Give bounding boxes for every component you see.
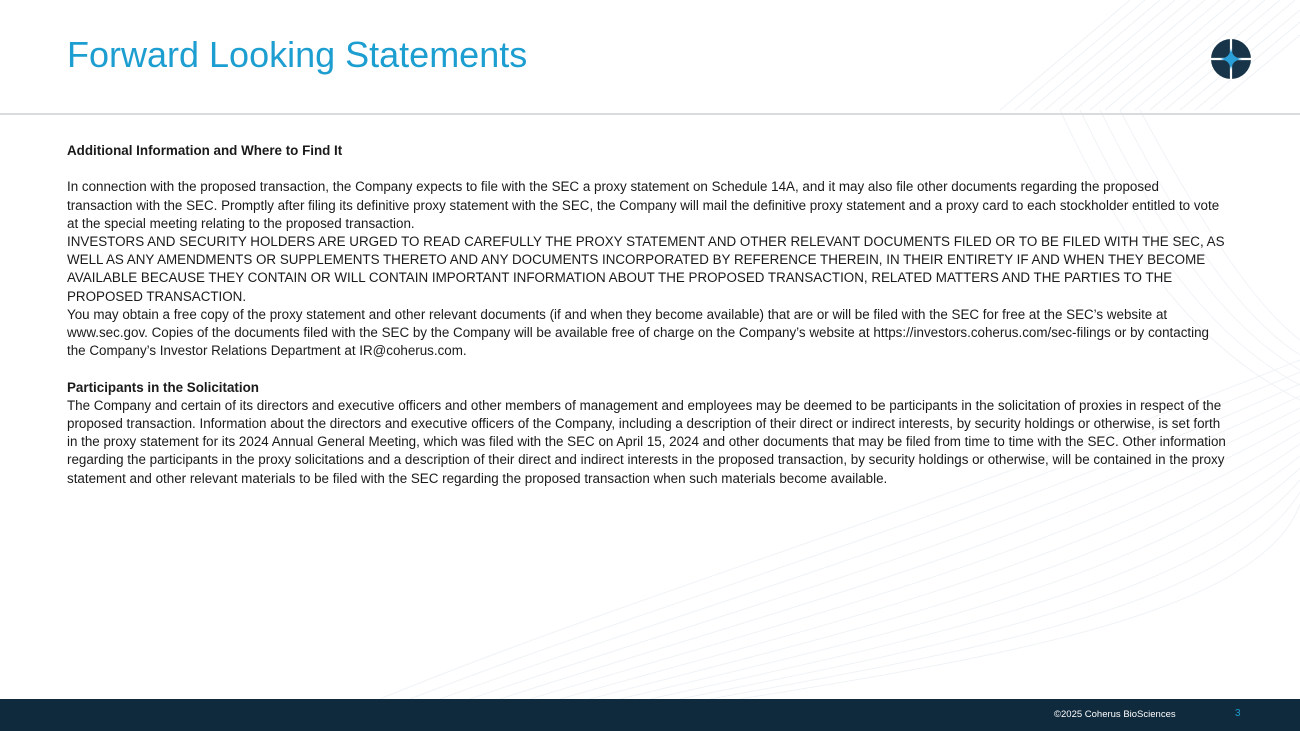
- section-heading-participants: Participants in the Solicitation: [67, 379, 259, 395]
- coherus-star-logo-icon: [1210, 38, 1252, 80]
- header-divider: [0, 113, 1300, 115]
- spacer: [67, 160, 1227, 178]
- paragraph-participants: The Company and certain of its directors and executive officers and other members of management and employees may be deemed to be participants in the solicitation of proxies in respect of the proposed transaction. Information about the directors and executive officers of the Company, including a description of their direct or indirect interests, by security holdings or otherwise, is set forth in the proxy statement for its 2024 Annual General Meeting, which was filed with the SEC on April 15, 2024 and other documents that may be filed from time to time with the SEC. Other information regarding the participants in the proxy solicitations and a description of their direct and indirect interests in the proposed transaction, by security holdings or otherwise, will be contained in the proxy statement and other relevant materials to be filed with the SEC regarding the proposed transaction when such materials become available.: [67, 397, 1226, 486]
- footer-copyright: ©2025 Coherus BioSciences: [1054, 709, 1176, 720]
- section-heading-additional-information: Additional Information and Where to Find It: [67, 143, 343, 158]
- spacer: [67, 360, 1227, 378]
- page-title: Forward Looking Statements: [67, 34, 528, 75]
- paragraph-free-copy: You may obtain a free copy of the proxy statement and other relevant documents (if and when they become available) that are or will be filed with the SEC for free at the SEC’s website at www.sec.gov. Copies of the documents filed with the SEC by the Company will be available free of charge on the Company’s website at https://investors.coherus.com/sec-filings or by contacting the Company’s Investor Relations Department at IR@coherus.com.: [67, 306, 1209, 359]
- main-content: [67, 142, 1227, 488]
- paragraph-investors-urged: INVESTORS AND SECURITY HOLDERS ARE URGED TO READ CAREFULLY THE PROXY STATEMENT AND OTHER RELEVANT DOCUMENTS FILED OR TO BE FILED WITH THE SEC, AS WELL AS ANY AMENDMENTS OR SUPPLEMENTS THERETO AND ANY DOCUMENTS INCORPORATED BY REFERENCE THEREIN, IN THEIR ENTIRETY IF AND WHEN THEY BECOME AVAILABLE BECAUSE THEY CONTAIN OR WILL CONTAIN IMPORTANT INFORMATION ABOUT THE PROPOSED TRANSACTION, RELATED MATTERS AND THE PARTIES TO THE PROPOSED TRANSACTION.: [67, 234, 1225, 304]
- paragraph-proxy-filing: In connection with the proposed transaction, the Company expects to file with the SEC a proxy statement on Schedule 14A, and it may also file other documents regarding the proposed transaction with the SEC. Promptly after filing its definitive proxy statement with the SEC, the Company will mail the definitive proxy statement and a proxy card to each stockholder entitled to vote at the special meeting relating to the proposed transaction.: [67, 179, 1220, 231]
- page-number: 3: [1235, 708, 1241, 719]
